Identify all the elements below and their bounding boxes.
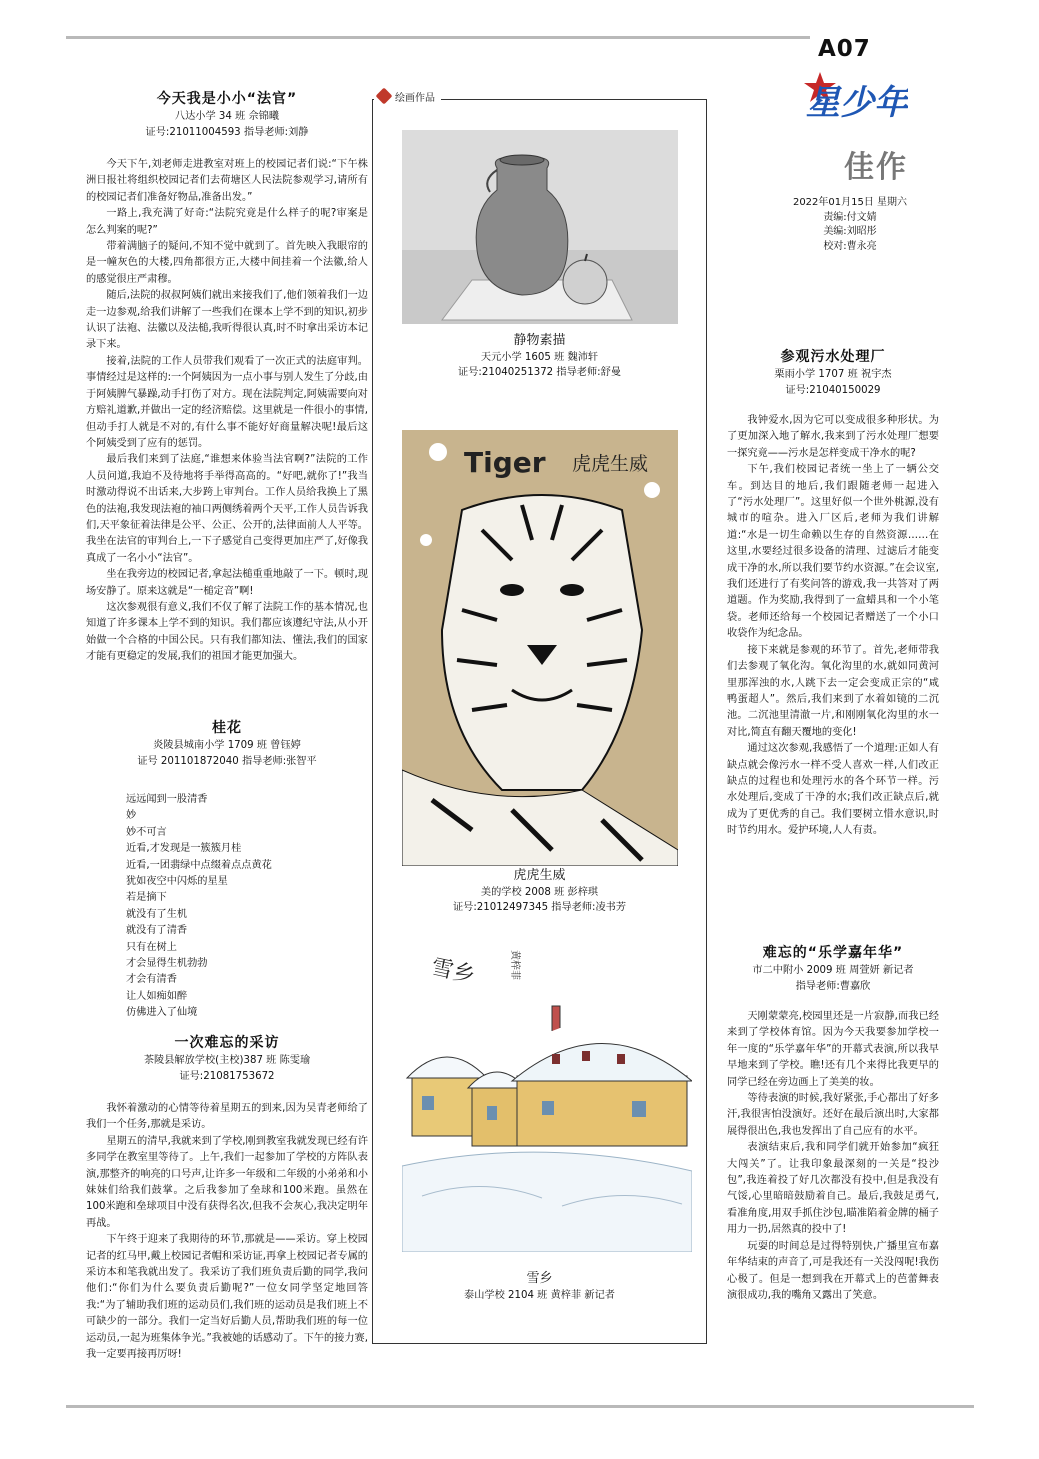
article-interview <box>86 1033 368 1364</box>
work-title: 虎虎生威 <box>513 868 566 883</box>
snow-signature: 黄梓菲 <box>509 950 520 980</box>
paragraph: 随后,法院的叔叔阿姨们就出来接我们了,他们领着我们一边走一边参观,给我们讲解了一些我们在课本上学不到的知识,初步认识了法袍、法徽以及法槌,我听得很认真,时不时拿出采访本记录下来。 <box>86 290 368 351</box>
tiger-artwork <box>402 430 678 866</box>
work-title: 静物素描 <box>513 333 566 348</box>
proofreader-credit: 校对:曹永亮 <box>823 240 877 252</box>
poem-line: 才会显得生机勃勃 <box>126 958 208 970</box>
article-byline-id: 证号 201101872040 指导老师:张智平 <box>137 756 317 767</box>
caption-tiger <box>373 867 706 915</box>
article-byline: 市二中附小 2009 班 周萱妍 新记者 <box>752 965 914 976</box>
logo-text: 星少年 <box>806 83 908 123</box>
tiger-art-text-cn: 虎虎生威 <box>572 453 649 475</box>
poem-line: 就没有了生机 <box>126 908 188 920</box>
article-byline-id: 证号:21011004593 指导老师:刘静 <box>145 127 309 138</box>
paragraph: 今天下午,刘老师走进教室对班上的校园记者们说:“下午株洲日报社将组织校园记者们去荷塘区人民法院参观学习,请所有的校园记者们准备好物品,准备出发。” <box>86 159 368 203</box>
issue-date: 2022年01月15日 星期六 <box>792 197 908 208</box>
article-byline-id: 证号:21081753672 <box>179 1071 275 1082</box>
article-title: 参观污水处理厂 <box>780 349 886 365</box>
poem <box>86 792 368 1022</box>
paragraph: 下午终于迎来了我期待的环节,那就是——采访。穿上校园记者的红马甲,戴上校园记者帽和采访证,再拿上校园记者专属的采访本和笔我就出发了。我采访了我们班负责后勤的同学,我问他们:“你们为什么要负责后勤呢?”一位女同学坚定地回答我:“为了辅助我们班的运动员们,我们班的运动员是我们班上不可缺少的一部分。我们一定当好后勤人员,帮助我们班的每一位运动员,一起为班集体争光。”我被她的话感动了。下午的接力赛,我一定要再接再厉呀! <box>86 1234 368 1361</box>
paragraph: 等待表演的时候,我好紧张,手心都出了好多汗,我很害怕没演好。还好在最后演出时,大家都展得很出色,我也发挥出了自己应有的水平。 <box>727 1093 939 1137</box>
gallery-label <box>374 90 441 107</box>
article-byline: 栗雨小学 1707 班 祝宇杰 <box>774 369 892 380</box>
poem-line: 若是摘下 <box>126 892 167 904</box>
paragraph: 星期五的清早,我就来到了学校,刚到教室我就发现已经有许多同学在教室里等待了。上午,我们一起参加了学校的方阵队表演,那整齐的响亮的口号声,让许多一年级和二年级的小弟弟和小妹妹们给我们鼓掌。之后我参加了垒球和100米跑。虽然在100米跑和垒球项目中没有获得名次,但我不会灰心,我决定明年再战。 <box>86 1135 368 1229</box>
poem-line: 妙 <box>126 810 137 822</box>
caption-snow <box>373 1270 706 1303</box>
section-title: 佳作 <box>844 150 908 185</box>
poem-line: 仿佛进入了仙境 <box>126 1007 198 1019</box>
caption-still-life <box>373 332 706 380</box>
paragraph: 下午,我们校园记者统一坐上了一辆公交车。到达目的地后,我们跟随老师一起进入了“污水处理厂”。这里好似一个世外桃源,没有城市的喧杂。进入厂区后,老师为我们讲解道:“水是一切生命赖以生存的自然资源……在这里,水要经过很多设备的清理、过滤后才能变成干净的水,所以我们要节约水资源。”在会议室,我们还进行了有奖问答的游戏,我一共答对了两道题。作为奖励,我得到了一盒蜡具和一个小笔袋。老师还给每一个校园记者赠送了一个小口收袋作为纪念品。 <box>727 464 939 640</box>
article-title: 桂花 <box>212 720 242 736</box>
page-number: A07 <box>818 36 871 62</box>
paragraph: 最后我们来到了法庭,“谁想来体验当法官啊?”法院的工作人员问道,我迫不及待地将手举得高高的。“好吧,就你了!”我当时激动得说不出话来,大步跨上审判台。工作人员给我换上了黑色的法袍,我发现法袍的袖口两侧绣着两个天平,工作人员告诉我们,天平象征着法律是公平、公正、公开的,法律面前人人平等。我坐在法官的审判台上,一下子感觉自己变得更加庄严了,好像我真成了一名小小“法官”。 <box>86 454 368 564</box>
paragraph: 坐在我旁边的校园记者,拿起法槌重重地敲了一下。顿时,现场安静了。原来这就是“一槌定音”啊! <box>86 569 368 597</box>
paragraph: 带着满脑子的疑问,不知不觉中就到了。首先映入我眼帘的是一幢灰色的大楼,四角都很方正,大楼中间挂着一个法徽,给人的感觉很庄严肃穆。 <box>86 241 368 285</box>
work-title: 雪乡 <box>526 1271 553 1286</box>
paragraph: 我钟爱水,因为它可以变成很多种形状。为了更加深入地了解水,我来到了污水处理厂想要一探究竟——污水是怎样变成干净水的呢? <box>727 415 939 459</box>
gallery-box <box>372 99 707 1344</box>
poem-line: 就没有了清香 <box>126 925 188 937</box>
work-byline: 泰山学校 2104 班 黄梓菲 新记者 <box>464 1290 615 1301</box>
poem-line: 让人如痴如醉 <box>126 990 188 1002</box>
star-logo <box>800 66 908 128</box>
poem-line: 近看,一团翡绿中点缀着点点黄花 <box>126 859 272 871</box>
pen-icon <box>376 88 393 105</box>
poem-line: 近看,才发现是一簇簇月桂 <box>126 843 242 855</box>
tiger-art-text-en: Tiger <box>464 446 546 479</box>
snow-art-text: 雪乡 <box>429 954 478 989</box>
paragraph: 天刚蒙蒙亮,校园里还是一片寂静,而我已经来到了学校体育馆。因为今天我要参加学校一年一度的“乐学嘉年华”的开幕式表演,所以我早早地来到了学校。瞧!还有几个来得比我更早的同学已经在旁边画上了美美的妆。 <box>727 1011 939 1088</box>
paragraph: 接着,法院的工作人员带我们观看了一次正式的法庭审判。事情经过是这样的:一个阿姨因为一点小事与别人发生了分歧,由于阿姨脾气暴躁,动手打伤了对方。现在法院判定,阿姨需要向对方赔礼道歉,并做出一定的经济赔偿。这里就是一件很小的事情,但动手打人就是不对的,有什么事不能好好商量解决呢!最后这个阿姨受到了应有的惩罚。 <box>86 355 368 449</box>
paragraph: 这次参观很有意义,我们不仅了解了法院工作的基本情况,也知道了许多课本上学不到的知识。我们都应该遵纪守法,从小开始做一个合格的中国公民。只有我们都知法、懂法,我们的国家才能有更稳定的发展,我们的祖国才能更加强大。 <box>86 601 368 663</box>
paragraph: 接下来就是参观的环节了。首先,老师带我们去参观了氧化沟。氧化沟里的水,就如同黄河里那浑浊的水,人跳下去一定会变成正宗的“咸鸭蛋超人”。然后,我们来到了水着如镜的二沉池。二沉池里清澈一片,和刚刚氧化沟里的水一对比,简直有翻天覆地的变化! <box>727 644 939 738</box>
article-byline: 茶陵县解放学校(主校)387 班 陈雯瑜 <box>143 1055 311 1066</box>
article-judge <box>86 89 368 666</box>
article-title: 难忘的“乐学嘉年华” <box>762 945 904 961</box>
designer-credit: 美编:刘昭彤 <box>823 226 877 237</box>
top-rule <box>66 36 810 39</box>
poem-line: 才会有清香 <box>126 974 177 986</box>
article-title: 今天我是小小“法官” <box>156 91 298 107</box>
work-byline: 美的学校 2008 班 彭梓琪 <box>480 887 599 898</box>
poem-line: 远远闻到一股清香 <box>126 794 208 805</box>
article-osmanthus <box>86 718 368 1022</box>
article-byline-id: 证号:21040150029 <box>785 385 881 396</box>
article-byline-id: 指导老师:曹嘉欣 <box>795 981 871 992</box>
paragraph: 表演结束后,我和同学们就开始参加“疯狂大闯关”了。让我印象最深刻的一关是“投沙包”,我连着投了好几次都没有投中,但是我没有气馁,心里暗暗鼓励着自己。最后,我鼓足勇气,看准角度,用双手抓住沙包,瞄准陷着金牌的桶子用力一扔,居然真的投中了! <box>727 1142 939 1236</box>
gallery-label-text: 绘画作品 <box>395 93 435 104</box>
bottom-rule <box>66 1405 974 1408</box>
article-title: 一次难忘的采访 <box>174 1035 280 1051</box>
work-byline-id: 证号:21040251372 指导老师:舒曼 <box>458 367 621 378</box>
poem-line: 只有在树上 <box>126 941 177 953</box>
article-carnival <box>727 943 939 1304</box>
poem-line: 犹如夜空中闪烁的星星 <box>126 876 228 888</box>
still-life-sketch <box>402 130 678 324</box>
work-byline: 天元小学 1605 班 魏沛轩 <box>480 352 599 363</box>
paragraph: 一路上,我充满了好奇:“法院究竟是什么样子的呢?审案是怎么判案的呢?” <box>86 208 368 236</box>
poem-line: 妙不可言 <box>126 826 167 838</box>
snow-village-artwork <box>402 936 692 1252</box>
paragraph: 玩耍的时间总是过得特别快,广播里宣布嘉年华结束的声音了,可是我还有一关没闯呢!我伤心极了。但是一想到我在开幕式上的芭蕾舞表演很成功,我的嘴角又露出了笑意。 <box>727 1240 939 1301</box>
article-byline: 炎陵县城南小学 1709 班 曾钰婷 <box>153 740 301 751</box>
page-info <box>770 196 930 254</box>
paragraph: 我怀着激动的心情等待着星期五的到来,因为吴青老师给了我们一个任务,那就是采访。 <box>86 1103 368 1131</box>
work-byline-id: 证号:21012497345 指导老师:凌书芳 <box>452 902 627 913</box>
article-sewage <box>727 347 939 840</box>
paragraph: 通过这次参观,我感悟了一个道理:正如人有缺点就会像污水一样不受人喜欢一样,人们改正缺点的过程也和处理污水的各个环节一样。污水处理后,变成了干净的水;我们改正缺点后,就成为了更优秀的自己。我们要树立惜水意识,时时节约用水。爱护环境,人人有责。 <box>727 743 939 837</box>
article-byline: 八达小学 34 班 佘锦曦 <box>174 111 280 122</box>
editor-credit: 责编:付文婧 <box>823 211 877 223</box>
